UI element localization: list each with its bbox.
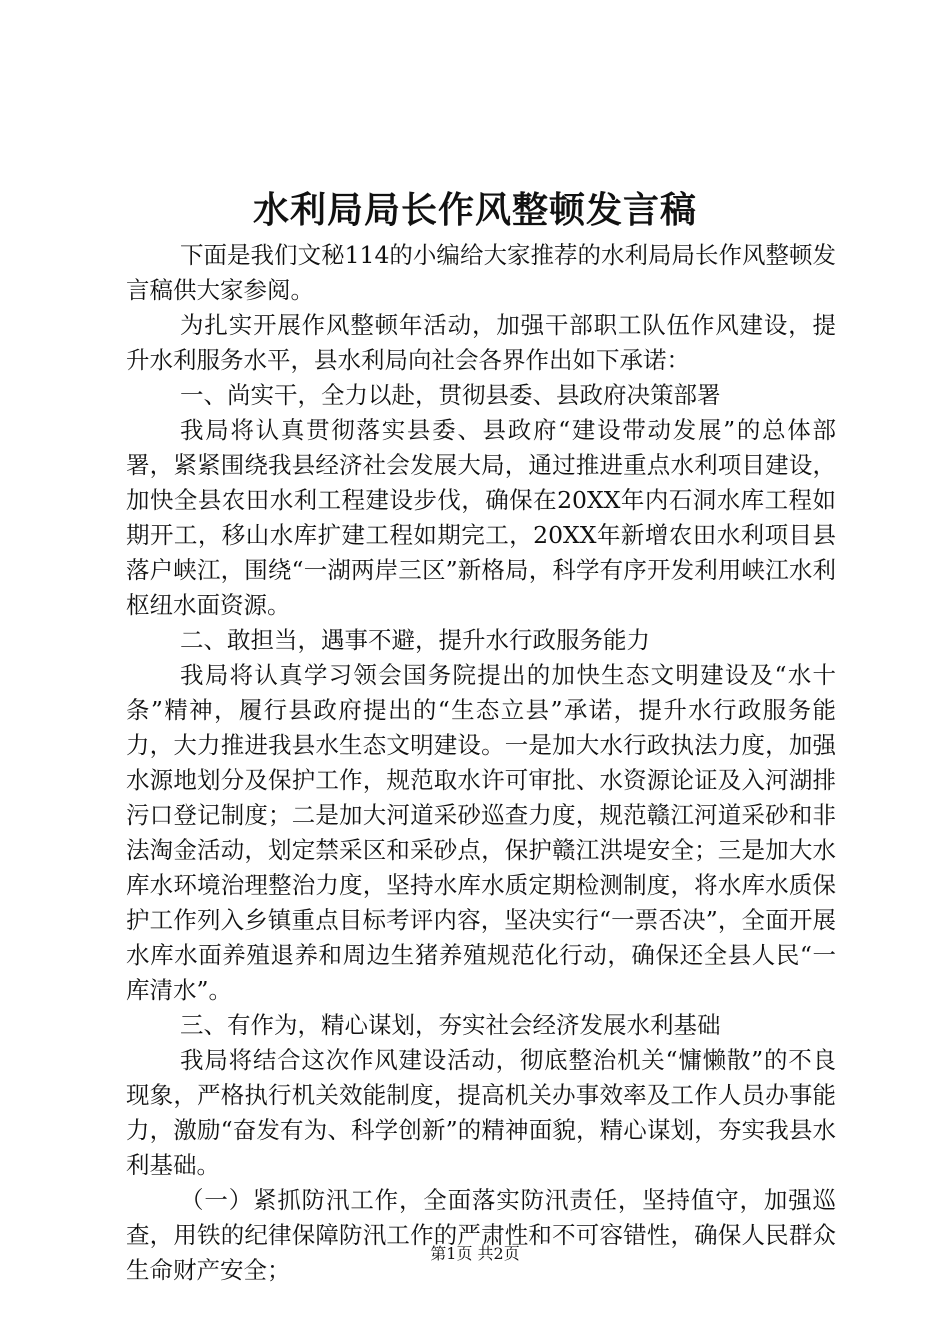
document-title: 水利局局长作风整顿发言稿 <box>252 189 697 231</box>
heading-section-3: 三、有作为，精心谋划，夯实社会经济发展水利基础 <box>180 1011 721 1039</box>
paragraph-section-2: 我局将认真学习领会国务院提出的加快生态文明建设及“水十条”精神，履行县政府提出的“生态立县”承诺，提升水行政服务能力，大力推进我县水生态文明建设。一是加大水行政执法力度，加强水源地划分及保护工作，规范取水许可审批、水资源论证及入河湖排污口登记制度；二是加大河道采砂巡查力度，规范赣江河道采砂和非法淘金活动，划定禁采区和采砂点，保护赣江洪堤安全；三是加大水库水环境治理整治力度，坚持水库水质定期检测制度，将水库水质保护工作列入乡镇重点目标考评内容，坚决实行“一票否决”，全面开展水库水面养殖退养和周边生猪养殖规范化行动，确保还全县人民“一库清水”。 <box>126 661 836 1004</box>
paragraph-section-3: 我局将结合这次作风建设活动，彻底整治机关“慵懒散”的不良现象，严格执行机关效能制度，提高机关办事效率及工作人员办事能力，激励“奋发有为、科学创新”的精神面貌，精心谋划，夯实我县水利基础。 <box>126 1046 836 1179</box>
paragraph-intro: 下面是我们文秘114的小编给大家推荐的水利局局长作风整顿发言稿供大家参阅。 <box>126 241 836 304</box>
heading-section-1: 一、尚实干，全力以赴，贯彻县委、县政府决策部署 <box>180 381 721 409</box>
paragraph-section-1: 我局将认真贯彻落实县委、县政府“建设带动发展”的总体部署，紧紧围绕我县经济社会发展大局，通过推进重点水利项目建设，加快全县农田水利工程建设步伐，确保在20XX年内石洞水库工程如期开工，移山水库扩建工程如期完工，20XX年新增农田水利项目县落户峡江，围绕“一湖两岸三区”新格局，科学有序开发利用峡江水利枢纽水面资源。 <box>126 416 836 619</box>
paragraph-pledge: 为扎实开展作风整顿年活动，加强干部职工队伍作风建设，提升水利服务水平，县水利局向社会各界作出如下承诺： <box>126 311 836 374</box>
heading-section-2: 二、敢担当，遇事不避，提升水行政服务能力 <box>180 626 651 654</box>
document-body <box>126 238 836 1288</box>
paragraph-item-1: （一）紧抓防汛工作，全面落实防汛责任，坚持值守，加强巡查，用铁的纪律保障防汛工作的严肃性和不可容错性，确保人民群众生命财产安全； <box>126 1186 836 1284</box>
page-footer: 第1页 共2页 <box>430 1244 520 1263</box>
